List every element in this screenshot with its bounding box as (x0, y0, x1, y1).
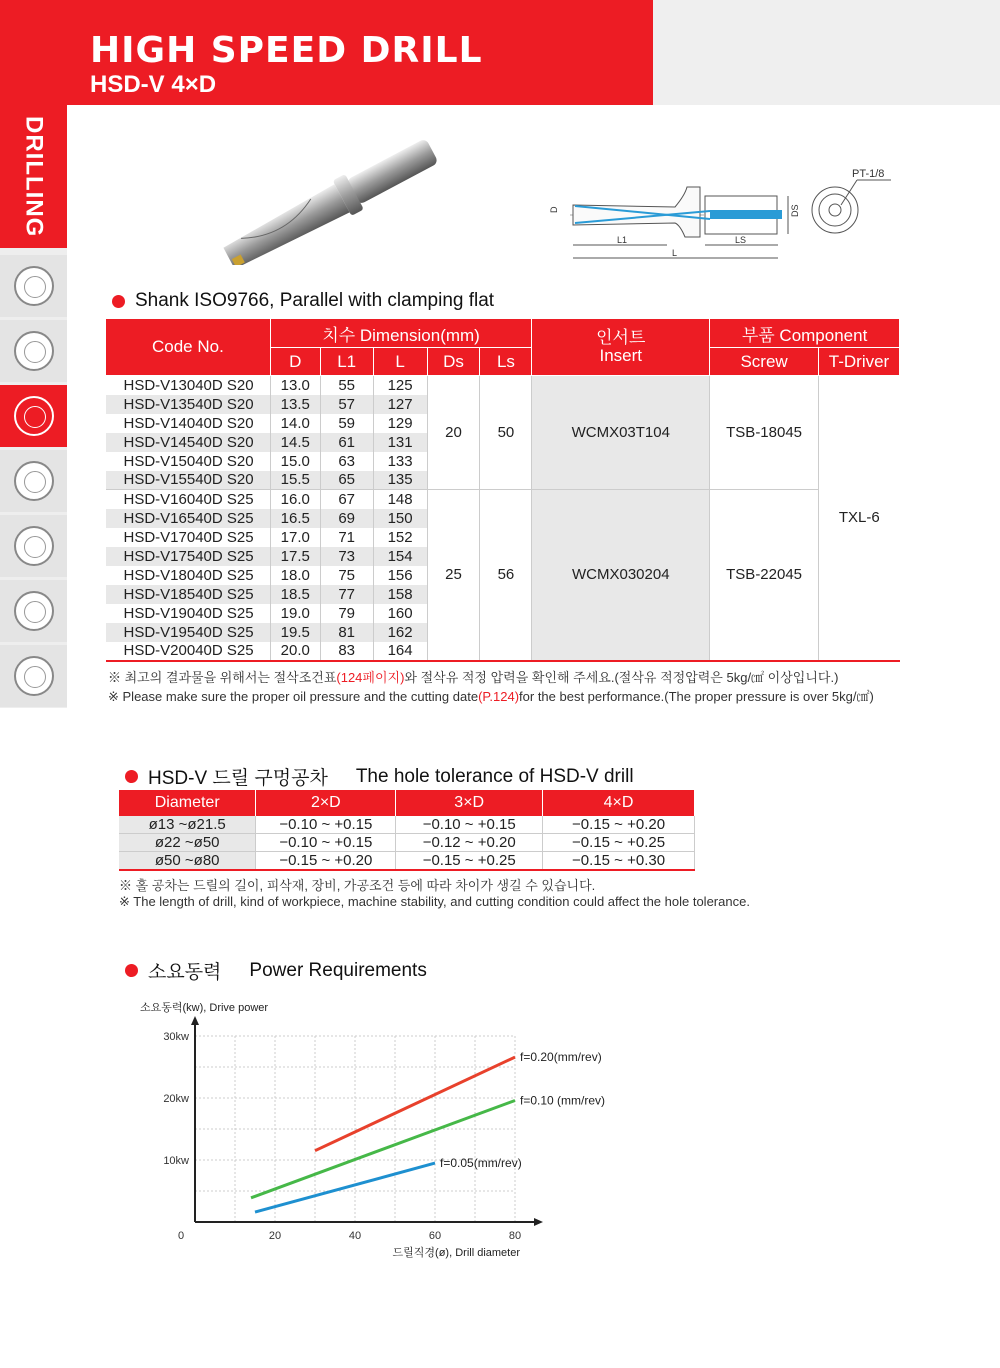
cell: HSD-V13040D S20 (106, 376, 271, 395)
table-row (106, 376, 900, 395)
technical-drawing (545, 165, 905, 265)
tolerance-header: Diameter (119, 790, 256, 816)
y-tick-label: 30kw (163, 1031, 189, 1043)
header-ls: Ls (480, 348, 532, 376)
label-ds: DS (790, 204, 800, 217)
table-row (106, 490, 900, 509)
sidebar-tab[interactable] (0, 580, 67, 642)
cell: −0.15 ~ +0.20 (543, 816, 695, 834)
x-tick-label: 0 (177, 1230, 185, 1242)
cell: 16.0 (270, 490, 320, 509)
tolerance-header: 4×D (543, 790, 695, 816)
cell-screw: TSB-22045 (710, 490, 819, 661)
cell: 18.0 (270, 566, 320, 585)
cell: 148 (373, 490, 427, 509)
cell-insert: WCMX03T104 (532, 376, 710, 490)
bullet-icon (125, 770, 138, 783)
cell: HSD-V20040D S25 (106, 642, 271, 661)
cell: HSD-V14040D S20 (106, 414, 271, 433)
y-tick-label: 10kw (163, 1155, 189, 1167)
cell: HSD-V17040D S25 (106, 528, 271, 547)
tolerance-header: 2×D (256, 790, 396, 816)
tolerance-note-korean: ※ 홀 공차는 드릴의 길이, 피삭재, 장비, 가공조건 등에 따라 차이가 생길 수 있습니다. (119, 878, 596, 893)
cell: 15.0 (270, 452, 320, 471)
header-screw: Screw (710, 348, 819, 376)
x-axis-label: 드릴직경(ø), Drill diameter (392, 1247, 520, 1259)
table-row (119, 852, 695, 871)
cell: −0.15 ~ +0.25 (543, 834, 695, 852)
sidebar-tab[interactable] (0, 515, 67, 577)
page-reference-link[interactable]: (P.124) (478, 689, 520, 704)
header-gray-band (653, 0, 1000, 105)
cell: 13.5 (270, 395, 320, 414)
cell: 20.0 (270, 642, 320, 661)
cell: ø22 ~ø50 (119, 834, 256, 852)
header-insert: 인서트 Insert (532, 319, 710, 376)
header-d: D (270, 348, 320, 376)
header-tdriver: T-Driver (819, 348, 900, 376)
cell: 67 (320, 490, 373, 509)
cell-ls: 56 (480, 490, 532, 661)
x-tick-label: 40 (348, 1230, 362, 1242)
tolerance-table (119, 790, 695, 871)
section-tolerance-title: HSD-V 드릴 구멍공차 The hole tolerance of HSD-V drill (125, 763, 634, 790)
series-label: f=0.10 (mm/rev) (520, 1093, 606, 1108)
label-ls: LS (735, 235, 747, 245)
cell-tdriver: TXL-6 (838, 509, 880, 527)
cell: 63 (320, 452, 373, 471)
x-tick-label: 80 (508, 1230, 522, 1242)
cell: 61 (320, 433, 373, 452)
cell: 19.0 (270, 604, 320, 623)
cell: 65 (320, 471, 373, 490)
section-shank-title (112, 290, 494, 312)
cell: −0.15 ~ +0.30 (543, 852, 695, 871)
cell: −0.15 ~ +0.25 (396, 852, 543, 871)
power-chart (130, 995, 650, 1265)
header-l1: L1 (320, 348, 373, 376)
bullet-icon (125, 964, 138, 977)
tolerance-note-english: ※ The length of drill, kind of workpiece, machine stability, and cutting condition could affect the hole tolerance. (119, 894, 750, 909)
cell: 17.0 (270, 528, 320, 547)
cell: 164 (373, 642, 427, 661)
turning-icon (14, 526, 54, 566)
cell: 127 (373, 395, 427, 414)
cell: HSD-V18540D S25 (106, 585, 271, 604)
series-label: f=0.05(mm/rev) (440, 1156, 522, 1171)
sidebar-tab[interactable] (0, 385, 67, 447)
cell: 77 (320, 585, 373, 604)
cell-insert: WCMX030204 (532, 490, 710, 661)
y-axis-label: 소요동력(kw), Drive power (140, 1002, 269, 1014)
cell-screw: TSB-18045 (710, 376, 819, 490)
cell: −0.10 ~ +0.15 (256, 816, 396, 834)
tolerance-header: 3×D (396, 790, 543, 816)
cell: 13.0 (270, 376, 320, 395)
cell: 154 (373, 547, 427, 566)
label-l1: L1 (617, 235, 628, 245)
sidebar-section-drilling[interactable]: DRILLING (0, 105, 67, 248)
cell: HSD-V15040D S20 (106, 452, 271, 471)
header-l: L (373, 348, 427, 376)
cell: HSD-V16040D S25 (106, 490, 271, 509)
label-l: L (672, 248, 678, 258)
note-korean: ※ 최고의 결과물을 위해서는 절삭조건표(124페이지)와 절삭유 적정 압력을 확인해 주세요.(절삭유 적정압력은 5kg/㎠ 이상입니다.) (108, 670, 839, 685)
cell: ø50 ~ø80 (119, 852, 256, 871)
cell: 131 (373, 433, 427, 452)
cell: 59 (320, 414, 373, 433)
x-axis-arrow-icon (534, 1218, 543, 1226)
drill-photo (215, 140, 455, 265)
series-label: f=0.20(mm/rev) (520, 1050, 602, 1065)
cell: HSD-V19540D S25 (106, 623, 271, 642)
cell: −0.10 ~ +0.15 (256, 834, 396, 852)
drill-icon (14, 396, 54, 436)
cell: −0.15 ~ +0.20 (256, 852, 396, 871)
cell: 152 (373, 528, 427, 547)
cell: 17.5 (270, 547, 320, 566)
cell: ø13 ~ø21.5 (119, 816, 256, 834)
grooving-icon (14, 591, 54, 631)
cell: 14.0 (270, 414, 320, 433)
cell: 16.5 (270, 509, 320, 528)
spec-table (105, 318, 900, 662)
cell: HSD-V13540D S20 (106, 395, 271, 414)
x-tick-label: 20 (268, 1230, 282, 1242)
cell: 71 (320, 528, 373, 547)
cell: −0.12 ~ +0.20 (396, 834, 543, 852)
cell: 18.5 (270, 585, 320, 604)
page-subtitle: HSD-V 4×D (90, 71, 217, 98)
cell: HSD-V16540D S25 (106, 509, 271, 528)
cell: 129 (373, 414, 427, 433)
cell: 57 (320, 395, 373, 414)
sidebar-tab[interactable] (0, 255, 67, 317)
sidebar-tab[interactable] (0, 450, 67, 512)
cell: HSD-V17540D S25 (106, 547, 271, 566)
cell: 15.5 (270, 471, 320, 490)
cell: −0.10 ~ +0.15 (396, 816, 543, 834)
page-reference-link[interactable]: (124페이지) (336, 670, 405, 685)
cell: 55 (320, 376, 373, 395)
cell: HSD-V19040D S25 (106, 604, 271, 623)
cell-ls: 50 (480, 376, 532, 490)
face-mill-icon (14, 266, 54, 306)
header-code: Code No. (106, 319, 271, 376)
cell: 135 (373, 471, 427, 490)
x-tick-label: 60 (428, 1230, 442, 1242)
cell: 162 (373, 623, 427, 642)
cell: 79 (320, 604, 373, 623)
cell: HSD-V14540D S20 (106, 433, 271, 452)
cell-ds: 20 (427, 376, 480, 490)
boring-icon (14, 461, 54, 501)
header-dimension: 치수 Dimension(mm) (270, 319, 532, 348)
cell: 69 (320, 509, 373, 528)
cell: 14.5 (270, 433, 320, 452)
cell: 133 (373, 452, 427, 471)
y-axis-arrow-icon (191, 1016, 199, 1025)
cell-ds: 25 (427, 490, 480, 661)
cell: 160 (373, 604, 427, 623)
cell: HSD-V15540D S20 (106, 471, 271, 490)
sidebar-tab[interactable] (0, 320, 67, 382)
cell: 150 (373, 509, 427, 528)
cell: 125 (373, 376, 427, 395)
cell: HSD-V18040D S25 (106, 566, 271, 585)
cell: 73 (320, 547, 373, 566)
cell: 158 (373, 585, 427, 604)
header-ds: Ds (427, 348, 480, 376)
y-tick-label: 20kw (163, 1093, 189, 1105)
table-row (119, 816, 695, 834)
label-pt: PT-1/8 (852, 168, 885, 180)
threading-icon (14, 656, 54, 696)
cell: 75 (320, 566, 373, 585)
sidebar-tab[interactable] (0, 645, 67, 707)
bullet-icon (112, 295, 125, 308)
section-title-text: Shank ISO9766, Parallel with clamping flat (135, 290, 495, 311)
label-d: D (549, 206, 559, 213)
table-row (119, 834, 695, 852)
header-component: 부품 Component (710, 319, 900, 348)
cell: 81 (320, 623, 373, 642)
page-title: HIGH SPEED DRILL (90, 30, 483, 71)
shoulder-mill-icon (14, 331, 54, 371)
section-power-title: 소요동력 Power Requirements (125, 957, 427, 984)
cell: 83 (320, 642, 373, 661)
note-english: ※ Please make sure the proper oil pressure and the cutting date(P.124)for the best performance.(The proper pressure is over 5kg/㎠) (108, 689, 874, 704)
cell: 19.5 (270, 623, 320, 642)
cell: 156 (373, 566, 427, 585)
